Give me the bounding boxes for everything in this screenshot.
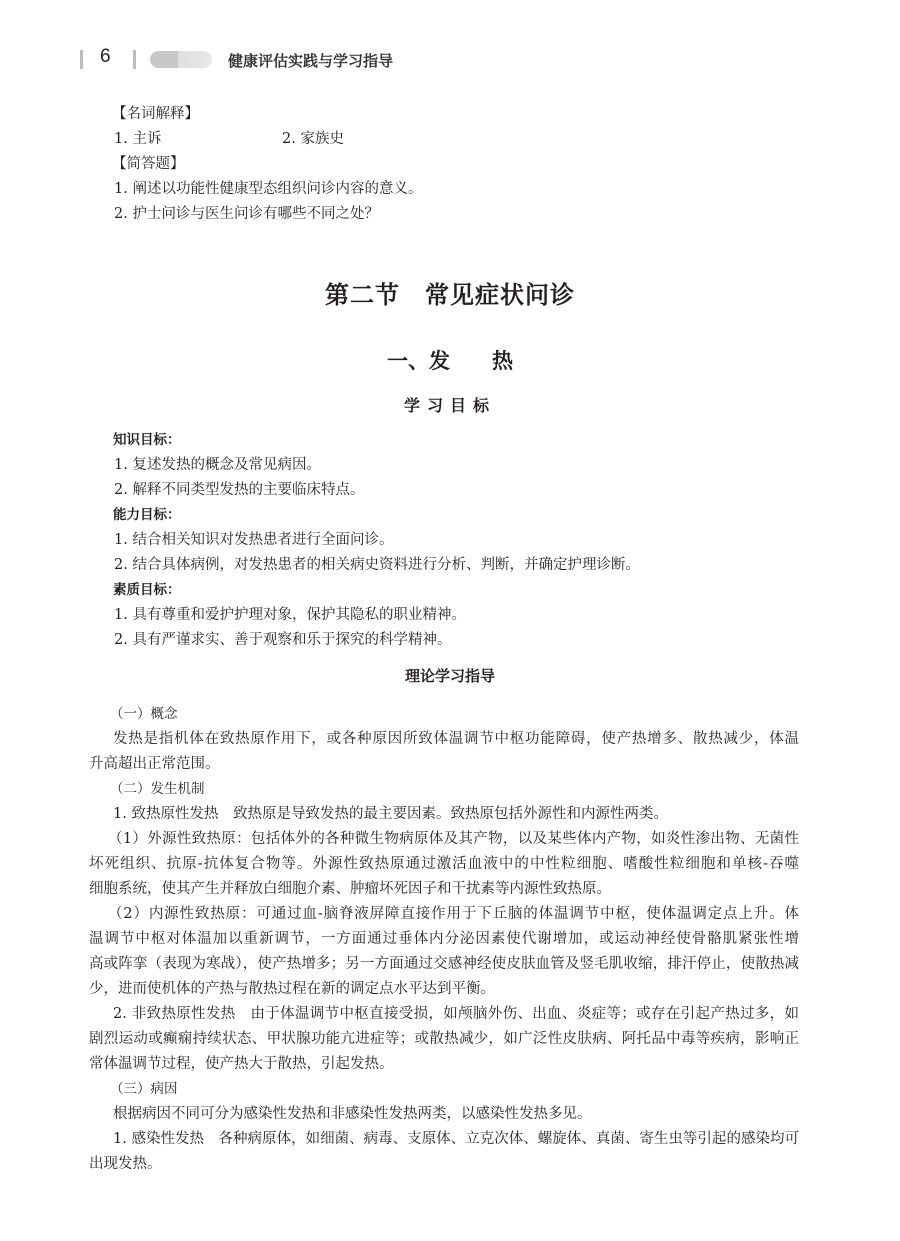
cause-label: （三）病因 (110, 1081, 178, 1097)
body-line: 细胞系统，使其产生并释放白细胞介素、肿瘤坏死因子和干扰素等内源性致热原。 (89, 881, 611, 897)
ability-item: 1. 结合相关知识对发热患者进行全面问诊。 (114, 532, 394, 548)
short-answer-item: 1. 阐述以功能性健康型态组织问诊内容的意义。 (114, 181, 423, 197)
knowledge-item: 1. 复述发热的概念及常见病因。 (114, 457, 321, 473)
ability-item: 2. 结合具体病例，对发热患者的相关病史资料进行分析、判断，并确定护理诊断。 (114, 557, 640, 573)
term-item: 1. 主诉 (114, 131, 162, 147)
quality-item: 1. 具有尊重和爱护护理对象，保护其隐私的职业精神。 (114, 607, 466, 623)
body-line: 根据病因不同可分为感染性发热和非感染性发热两类，以感染性发热多见。 (113, 1106, 592, 1122)
body-line: 常体温调节过程，使产热大于散热，引起发热。 (89, 1056, 394, 1072)
term-item: 2. 家族史 (282, 131, 344, 147)
term-heading: 【名词解释】 (112, 106, 199, 122)
header-divider (80, 50, 83, 69)
concept-label: （一）概念 (110, 706, 178, 722)
header-decoration (150, 51, 212, 68)
body-line: 1. 致热原性发热 致热原是导致发热的最主要因素。致热原包括外源性和内源性两类。 (113, 806, 668, 822)
page-number: 6 (100, 46, 111, 67)
section-title: 第二节 常见症状问诊 (325, 281, 575, 309)
header-divider (133, 50, 136, 69)
body-line: 1. 感染性发热 各种病原体，如细菌、病毒、支原体、立克次体、螺旋体、真菌、寄生虫等引起的感染均可 (113, 1131, 799, 1147)
body-line: 温调节中枢对体温加以重新调节，一方面通过垂体内分泌因素使代谢增加，或运动神经使骨骼肌紧张性增 (89, 931, 799, 947)
book-title: 健康评估实践与学习指导 (228, 52, 394, 70)
body-line: 高或阵挛（表现为寒战），使产热增多；另一方面通过交感神经使皮肤血管及竖毛肌收缩，排汗停止，使散热减 (89, 956, 799, 972)
page-header (0, 0, 900, 80)
short-answer-item: 2. 护士问诊与医生问诊有哪些不同之处？ (114, 206, 379, 222)
body-line: （1）外源性致热原：包括体外的各种微生物病原体及其产物，以及某些体内产物，如炎性渗出物、无菌性 (108, 831, 799, 847)
body-line: 出现发热。 (89, 1156, 162, 1172)
short-answer-heading: 【简答题】 (112, 156, 185, 172)
body-line: （2）内源性致热原：可通过血-脑脊液屏障直接作用于下丘脑的体温调节中枢，使体温调定点上升。体 (108, 906, 799, 922)
body-line: 坏死组织、抗原-抗体复合物等。外源性致热原通过激活血液中的中性粒细胞、嗜酸性粒细胞和单核-吞噬 (89, 856, 799, 872)
knowledge-label: 知识目标： (113, 432, 181, 448)
subsection-title: 一、发 热 (387, 349, 513, 373)
quality-label: 素质目标： (113, 582, 181, 598)
knowledge-item: 2. 解释不同类型发热的主要临床特点。 (114, 482, 365, 498)
body-line: 2. 非致热原性发热 由于体温调节中枢直接受损，如颅脑外伤、出血、炎症等；或存在引起产热过多，如 (113, 1006, 799, 1022)
body-line: 少，进而使机体的产热与散热过程在新的调定点水平达到平衡。 (89, 981, 495, 997)
body-line: 发热是指机体在致热原作用下，或各种原因所致体温调节中枢功能障碍，使产热增多、散热减少，体温 (113, 731, 799, 747)
mechanism-label: （二）发生机制 (110, 781, 205, 797)
quality-item: 2. 具有严谨求实、善于观察和乐于探究的科学精神。 (114, 632, 452, 648)
learning-objectives-heading: 学习目标 (403, 396, 496, 415)
body-line: 升高超出正常范围。 (89, 756, 220, 772)
ability-label: 能力目标： (113, 507, 181, 523)
body-line: 剧烈运动或癫痫持续状态、甲状腺功能亢进症等；或散热减少，如广泛性皮肤病、阿托品中毒等疾病，影响正 (89, 1031, 799, 1047)
theory-guide-heading: 理论学习指导 (404, 667, 495, 685)
